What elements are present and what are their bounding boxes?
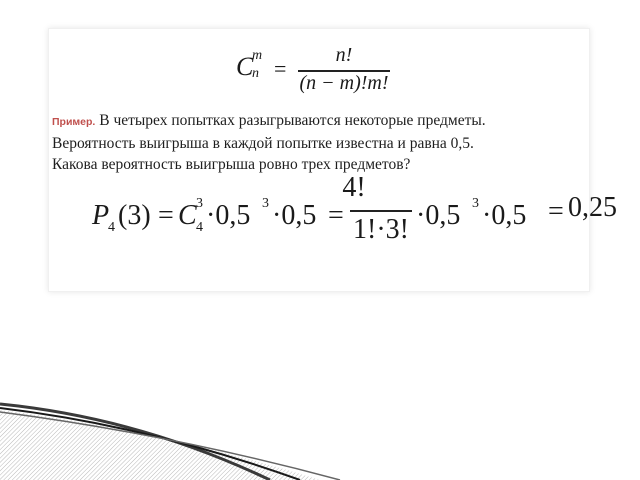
term-2: ·0,5: [272, 200, 317, 231]
fraction-numerator: 4!: [342, 172, 366, 203]
formula-c-symbol: C: [236, 52, 254, 81]
fraction-bar-main: [350, 210, 412, 212]
p-symbol: P: [92, 200, 110, 231]
formula-equals: =: [274, 56, 287, 81]
equals-1: =: [158, 200, 174, 231]
c-superscript: 3: [196, 196, 203, 211]
equals-3: =: [548, 196, 564, 227]
formula-superscript-m: m: [252, 48, 263, 63]
c-subscript: 4: [196, 220, 203, 235]
c-symbol: C: [178, 200, 197, 231]
term-1: ·0,5: [206, 200, 251, 231]
result-value: 0,25: [568, 192, 617, 223]
formula-subscript-n: n: [252, 66, 259, 81]
equals-2: =: [328, 200, 344, 231]
decorative-stripes: [0, 390, 640, 480]
formula-numerator: n!: [335, 44, 353, 66]
fraction-denominator: 1!·3!: [353, 214, 409, 245]
term-3-exponent: 3: [472, 196, 479, 211]
term-3: ·0,5: [416, 200, 461, 231]
p-argument: (3): [118, 200, 151, 231]
term-4: ·0,5: [482, 200, 527, 231]
p-subscript: 4: [108, 220, 115, 235]
example-line-3: Какова вероятность выигрыша ровно трех предметов?: [52, 156, 411, 173]
example-line-2: Вероятность выигрыша в каждой попытке известна и равна 0,5.: [52, 135, 474, 152]
term-1-exponent: 3: [262, 196, 269, 211]
formula-denominator: (n − m)!m!: [299, 72, 389, 94]
example-label: Пример.: [52, 116, 96, 128]
example-line-1: В четырех попытках разыгрываются некоторые предметы.: [95, 112, 486, 129]
example-paragraph: [52, 110, 582, 175]
